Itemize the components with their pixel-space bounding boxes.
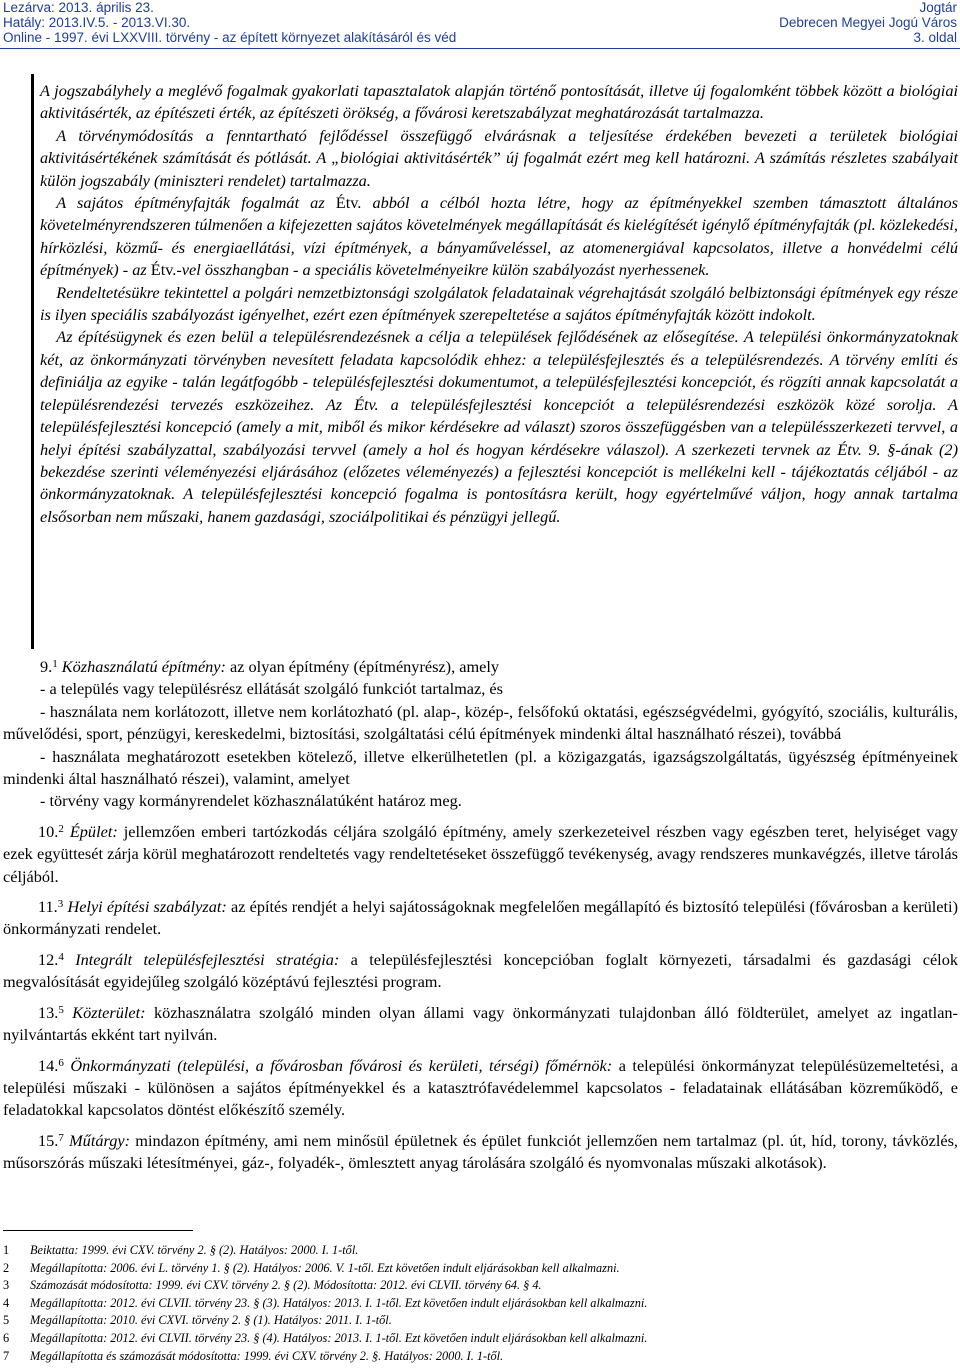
footnote-ref[interactable]: 5 <box>58 1003 64 1016</box>
footnote-text: Beiktatta: 1999. évi CXV. törvény 2. § (2). Hatályos: 2000. I. 1-től. <box>30 1243 359 1257</box>
footnote-text: Megállapította: 2012. évi CLVII. törvény 23. § (3). Hatályos: 2013. I. 1-től. Ezt követően indult eljárásokban kell alkalmazni. <box>30 1295 648 1310</box>
etv-reference: Étv. <box>335 193 362 213</box>
commentary-paragraph: A törvénymódosítás a fenntartható fejlődéssel összefüggő elvárásnak a teljesítése érdekében bevezeti a területek biológiai aktivitásértékének számítását és pótlását. A „biológiai aktivitásérték” új fogalmát ezért meg kell határozni. A számítás részletes szabályait külön jogszabály (miniszteri rendelet) tartalmazza. <box>40 125 958 190</box>
footnote <box>3 1295 953 1313</box>
definition-10: 10.$^2$ Épület: jellemzően emberi tartózkodás céljára szolgáló építmény, amely szerkezeteivel részben vagy egészben teret, helyiséget vagy ezek együttesét zárja körül meghatározott rendeltetés vagy rendeltetéseket összefüggő tevékenység, avagy rendszeres munkavégzés, illetve tárolás céljából. <box>3 821 958 886</box>
definition-13: 13.$^5$ Közterület: közhasználatra szolgáló minden olyan állami vagy önkormányzati tulajdonban álló földterület, amelyet az ingatlan-nyilvántartás ekként tart nyilván. <box>3 1002 958 1045</box>
header-licensee: Debrecen Megyei Jogú Város <box>779 15 957 30</box>
footnote <box>3 1277 953 1295</box>
definition-term: Helyi építési szabályzat: <box>67 897 227 917</box>
definition-term: Műtárgy: <box>69 1130 131 1150</box>
definition-item: - használata nem korlátozott, illetve nem korlátozható (pl. alap-, közép-, felsőfokú oktatási, egészségvédelmi, gyógyító, szociális, kulturális, művelődési, sport, pénzügyi, kereskedelmi, biztosítási, szolgáltatási célú építmények mindenki által használható részei), továbbá <box>3 701 958 744</box>
definition-14: 14.$^6$ Önkormányzati (települési, a fővárosban fővárosi és kerületi, térségi) főmérnök: a települési önkormányzat településüzemeltetési, a települési műszaki - különösen a sajátos építményekkel és a katasztrófavédelemmel kapcsolatos - feladatainak ellátásában közreműködő, e feladatokkal kapcsolatos döntést előkészítő személy. <box>3 1055 958 1120</box>
footnote <box>3 1260 953 1278</box>
footnote <box>3 1348 953 1366</box>
header-closed-date: Lezárva: 2013. április 23. <box>3 0 154 15</box>
commentary-margin-bar <box>31 74 34 649</box>
definition-term: Önkormányzati (települési, a fővárosban fővárosi és kerületi, térségi) főmérnök: <box>70 1055 613 1075</box>
footnote <box>3 1242 953 1260</box>
footnote-text: Megállapította és számozását módosította: 1999. évi CXV. törvény 2. §. Hatályos: 2000. I. 1-től. <box>30 1348 504 1363</box>
definition-11: 11.$^3$ Helyi építési szabályzat: az építés rendjét a helyi sajátosságoknak megfelelően megállapító és biztosító települési (fővárosban a kerületi) önkormányzati rendelet. <box>3 897 959 939</box>
footnote <box>3 1312 953 1330</box>
definition-term: Épület: <box>69 821 118 841</box>
definition-9-heading: 9.$^1$ Közhasználatú építmény: az olyan építmény (építményrész), amely <box>40 657 500 676</box>
footnote-number: 1 <box>3 1243 10 1257</box>
definition-item: - használata meghatározott esetekben kötelező, illetve elkerülhetetlen (pl. a közigazgatás, igazságszolgáltatás, ügyészség építményeinek mindenki által használható részei), valamint, amelyet <box>3 746 958 789</box>
definition-term: Közterület: <box>72 1002 146 1022</box>
etv-reference: Étv. <box>150 260 177 280</box>
definition-item: - a település vagy településrész ellátását szolgáló funkciót tartalmaz, és <box>40 679 503 699</box>
commentary-paragraph: A sajátos építményfajták fogalmát az Étv. abból a célból hozta létre, hogy az építményekkel szemben támasztott általános követelményrendszeren túlmenően a kifejezetten sajátos követelmények megállapítását és kielégítését igénylő építményfajták (pl. közlekedési, hírközlési, közmű- és energiaellátási, vízi építmények, a bányaműveléssel, az atomenergiával kapcsolatos, illetve a honvédelmi célú építmények) - az Étv.-vel összhangban - a speciális követelményeikre külön szabályozást nyerhessenek. <box>40 193 958 280</box>
footnote-text: Számozását módosította: 1999. évi CXV. törvény 2. § (2). Módosította: 2012. évi CLVII. törvény 64. § 4. <box>30 1278 542 1293</box>
definition-15: 15.$^7$ Műtárgy: mindazon építmény, ami nem minősül épületnek és épület funkciót jellemzően nem tartalmaz (pl. út, híd, torony, távközlés, műsorszórás műszaki létesítményei, gáz-, folyadék-, ömlesztett anyag tárolására szolgáló és nyomvonalas műszaki alkotások). <box>3 1130 958 1173</box>
footnote-ref[interactable]: 2 <box>58 822 64 835</box>
footnote-ref[interactable]: 7 <box>58 1131 64 1144</box>
document-header-meta <box>3 0 456 45</box>
footnote-text: Megállapította: 2012. évi CLVII. törvény 23. § (4). Hatályos: 2013. I. 1-től. Ezt követően indult eljárásokban kell alkalmazni. <box>30 1330 648 1345</box>
commentary-paragraph: Az építésügynek és ezen belül a településrendezésnek a célja a települések fejlődésének az elősegítése. A települési önkormányzatoknak két, az önkormányzati törvényben nevesített feladata kapcsolódik ehhez: a településfejlesztés és a településrendezés. A törvény említi és definiálja az egyike - talán legátfogóbb - településfejlesztési dokumentumot, a településfejlesztési koncepciót, és rögzíti annak kapcsolatát a településrendezési tervezés eszközeihez. Az Étv. a településfejlesztési koncepciót a településrendezési eszközök közé sorolja. A településfejlesztési koncepció (amely a mit, miből és mikor kérdésekre ad választ) szoros összefüggésben van a településszerkezeti tervvel, a helyi építési szabályzattal, szabályozási tervvel (amely a hol és hogyan kérdésekre válaszol). A szerkezeti tervnek az Étv. 9. §-ának (2) bekezdése szerinti véleményezési eljárásához (előzetes véleményezés) a fejlesztési koncepciót is mellékelni kell - tájékoztatás céljából - az önkormányzatoknak. A településfejlesztési koncepció fogalma is pontosításra került, hogy egyértelművé váljon, hogy annak tartalma elsősorban nem műszaki, hanem gazdasági, szociálpolitikai és pénzügyi jellegű. <box>40 327 958 526</box>
footnote-number: 5 <box>3 1313 10 1328</box>
footnote <box>3 1330 953 1348</box>
footnote-text: Megállapította: 2006. évi L. törvény 1. § (2). Hatályos: 2006. V. 1-től. Ezt követően indult eljárásokban kell alkalmazni. <box>30 1260 620 1275</box>
footnote-ref[interactable]: 3 <box>57 898 64 911</box>
footnote-ref[interactable]: 6 <box>58 1056 64 1069</box>
footnote-divider <box>3 1230 193 1231</box>
footnote-number: 3 <box>3 1278 10 1293</box>
footnote-text: Megállapította: 2010. évi CXVI. törvény 2. § (1). Hatályos: 2011. I. 1-től. <box>30 1313 392 1328</box>
definition-item: - törvény vagy kormányrendelet közhasználatúként határoz meg. <box>40 791 462 811</box>
header-law-title: Online - 1997. évi LXXVIII. törvény - az épített környezet alakításáról és véd <box>3 30 457 45</box>
header-effective-period: Hatály: 2013.IV.5. - 2013.VI.30. <box>3 15 191 30</box>
header-divider <box>0 48 960 49</box>
footnote-number: 6 <box>3 1330 10 1345</box>
header-page-number: 3. oldal <box>913 30 957 45</box>
definitions-section <box>3 656 958 1175</box>
footnote-ref[interactable]: 1 <box>52 658 58 670</box>
header-publisher: Jogtár <box>919 0 957 15</box>
footnote-ref[interactable]: 4 <box>58 950 64 963</box>
commentary-section <box>40 80 958 528</box>
footnote-number: 4 <box>3 1295 10 1310</box>
definition-term: Közhasználatú építmény: <box>61 657 226 676</box>
commentary-paragraph: Rendeltetésükre tekintettel a polgári nemzetbiztonsági szolgálatok feladatainak végrehajtását szolgáló belbiztonsági építmények egy része is ilyen speciális szabályozást igényelhet, ezért ezen építmények szerepeltetése a sajátos építményfajták között indokolt. <box>40 282 958 325</box>
document-header-source <box>779 0 957 45</box>
footnote-number: 2 <box>3 1260 10 1275</box>
footnotes-section <box>3 1242 953 1365</box>
footnote-number: 7 <box>3 1348 10 1363</box>
commentary-paragraph: A jogszabályhely a meglévő fogalmak gyakorlati tapasztalatok alapján történő pontosítását, illetve új fogalomként többek között a biológiai aktivitásérték, az építészeti érték, az építészeti örökség, a fővárosi keretszabályzat meghatározását tartalmazza. <box>40 81 958 123</box>
definition-term: Integrált településfejlesztési stratégia: <box>75 949 340 969</box>
definition-12: 12.$^4$ Integrált településfejlesztési stratégia: a településfejlesztési koncepcióban foglalt környezeti, társadalmi és gazdasági célok megvalósítását egyidejűleg szolgáló középtávú fejlesztési program. <box>3 949 958 992</box>
